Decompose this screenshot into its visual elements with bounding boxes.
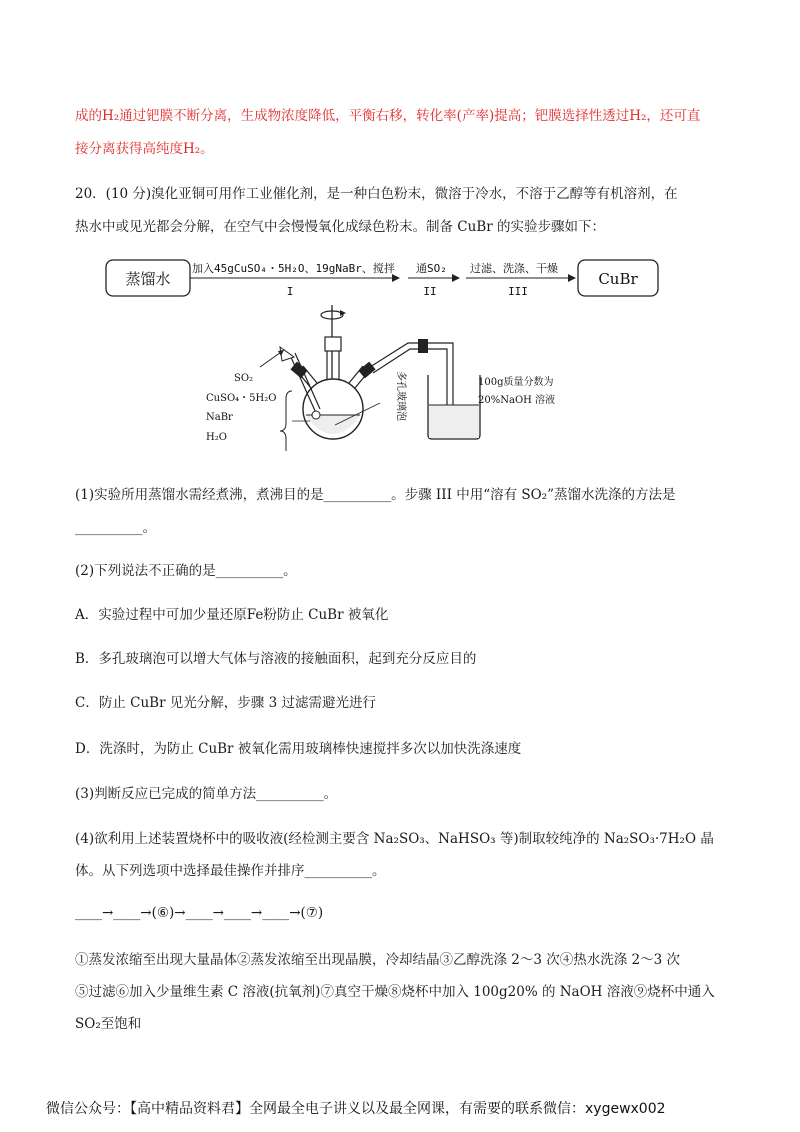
- q4-line-2: 体。从下列选项中选择最佳操作并排序__________。: [75, 863, 386, 879]
- flow-step1-num: I: [286, 285, 294, 298]
- choices-line-1: ①蒸发浓缩至出现大量晶体②蒸发浓缩至出现晶膜，冷却结晶③乙醇洗涤 2～3 次④热水洗涤 2～3 次: [75, 952, 681, 968]
- beaker: [428, 375, 480, 439]
- flow-step2-num: II: [423, 285, 437, 298]
- label-beaker-1: 100g质量分数为: [478, 377, 554, 388]
- option-a: A．实验过程中可加少量还原Fe粉防止 CuBr 被氧化: [75, 607, 389, 623]
- option-d: D．洗涤时，为防止 CuBr 被氧化需用玻璃棒快速搅拌多次以加快洗涤速度: [75, 741, 522, 757]
- label-nabr: NaBr: [206, 412, 233, 423]
- q3: (3)判断反应已完成的简单方法__________。: [75, 786, 338, 802]
- sequence-blanks: ____→____→(⑥)→____→____→____→(⑦): [75, 905, 324, 921]
- q4-line-1: (4)欲利用上述装置烧杯中的吸收液(经检测主要含 Na₂SO₃、NaHSO₃ 等)制取较纯净的 Na₂SO₃·7H₂O 晶: [75, 831, 714, 847]
- label-glass-bubble: 多孔玻璃泡: [395, 371, 406, 421]
- label-so2: SO₂: [234, 373, 254, 384]
- q1-line-1: (1)实验所用蒸馏水需经煮沸，煮沸目的是__________。步骤 III 中用“溶有 SO₂”蒸馏水洗涤的方法是: [75, 487, 676, 503]
- intro-line-2: 接分离获得高纯度H₂。: [75, 141, 214, 157]
- apparatus-diagram: [200, 303, 580, 453]
- flow-step1-text: 加入45gCuSO₄・5H₂O、19gNaBr、搅拌: [192, 262, 395, 275]
- option-c: C．防止 CuBr 见光分解，步骤 3 过滤需避光进行: [75, 695, 376, 711]
- question-header-1: 20．(10 分)溴化亚铜可用作工业催化剂，是一种白色粉末，微溶于冷水，不溶于乙醇等有机溶剂，在: [75, 186, 678, 202]
- choices-line-3: SO₂至饱和: [75, 1016, 142, 1032]
- flow-step3-num: III: [508, 285, 528, 298]
- label-cuso4: CuSO₄・5H₂O: [206, 393, 277, 404]
- three-neck-flask: [290, 337, 375, 439]
- q1-line-2: __________。: [75, 520, 156, 536]
- flow-step2-text: 通SO₂: [416, 262, 447, 275]
- label-h2o: H₂O: [206, 432, 227, 443]
- option-b: B．多孔玻璃泡可以增大气体与溶液的接触面积，起到充分反应目的: [75, 651, 477, 667]
- flow-end-label: CuBr: [598, 270, 638, 288]
- flow-diagram: [100, 255, 670, 305]
- footer-notice: 微信公众号：【高中精品资料君】全网最全电子讲义以及最全网课，有需要的联系微信：xygewx002: [46, 1101, 666, 1117]
- flow-step3-text: 过滤、洗涤、干燥: [470, 262, 558, 275]
- intro-line-1: 成的H₂通过钯膜不断分离，生成物浓度降低，平衡右移，转化率(产率)提高；钯膜选择性透过H₂，还可直: [75, 108, 701, 124]
- flow-start-label: 蒸馏水: [125, 270, 171, 288]
- question-header-2: 热水中或见光都会分解，在空气中会慢慢氧化成绿色粉末。制备 CuBr 的实验步骤如下：: [75, 219, 605, 235]
- q2: (2)下列说法不正确的是__________。: [75, 563, 297, 579]
- label-beaker-2: 20%NaOH 溶液: [478, 395, 556, 406]
- choices-line-2: ⑤过滤⑥加入少量维生素 C 溶液(抗氧剂)⑦真空干燥⑧烧杯中加入 100g20% 的 NaOH 溶液⑨烧杯中通入: [75, 984, 715, 1000]
